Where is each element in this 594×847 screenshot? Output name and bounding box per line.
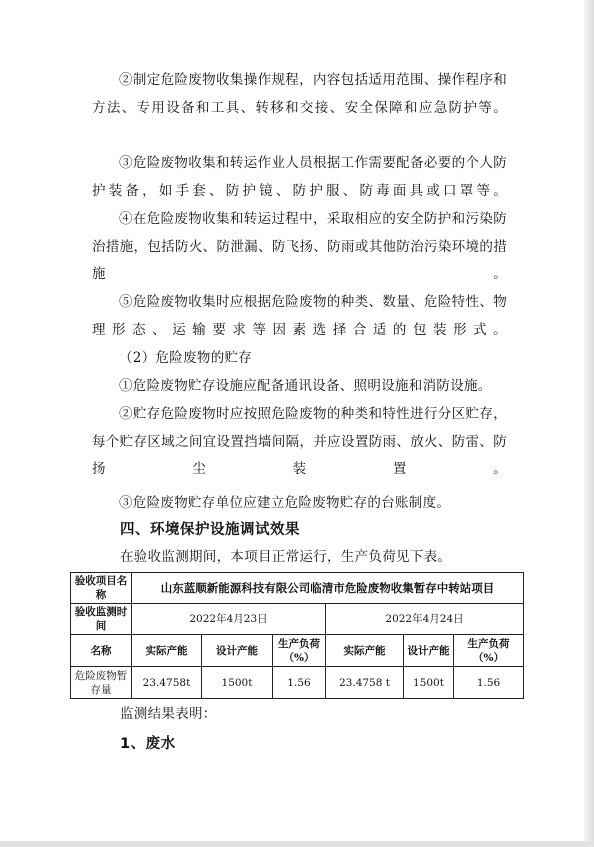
header-cell: 生产负荷（%） <box>273 635 326 667</box>
page-fold-shadow <box>584 0 594 847</box>
project-label-cell: 验收项目名称 <box>71 573 132 604</box>
data-cell: 1.56 <box>273 667 326 699</box>
data-cell: 23.4758t <box>132 667 202 699</box>
paragraph-storage-zoning: ②贮存危险废物时应按照危险废物的种类和特性进行分区贮存，每个贮存区域之间宜设置挡墙间隔，并应设置防雨、放火、防雷、防扬尘装置。 <box>92 406 507 477</box>
table-row <box>71 604 524 635</box>
paragraph-collection-procedure: ②制定危险废物收集操作规程，内容包括适用范围、操作程序和方法、专用设备和工具、转移和交接、安全保障和应急防护等。 <box>92 72 507 116</box>
paragraph-storage-facilities: ①危险废物贮存设施应配备通讯设备、照明设施和消防设施。 <box>119 378 492 394</box>
data-cell: 1500t <box>202 667 273 699</box>
date1-cell: 2022年4月23日 <box>132 604 326 635</box>
date2-cell: 2022年4月24日 <box>326 604 524 635</box>
load-table <box>70 572 524 699</box>
data-cell: 危险废物暂存量 <box>71 667 132 699</box>
paragraph-protective-equipment: ③危险废物收集和转运作业人员根据工作需要配备必要的个人防护装备，如手套、防护镜、防护服、防毒面具或口罩等。 <box>92 155 507 199</box>
table-row <box>71 573 524 604</box>
data-cell: 1.56 <box>454 667 524 699</box>
paragraph-ledger: ③危险废物贮存单位应建立危险废物贮存的台账制度。 <box>119 495 451 511</box>
intro-text: 在验收监测期间，本项目正常运行，生产负荷见下表。 <box>120 549 452 565</box>
result-text: 监测结果表明： <box>120 706 217 722</box>
header-cell: 实际产能 <box>132 635 202 667</box>
paragraph-packaging: ⑤危险废物收集时应根据危险废物的种类、数量、危险特性、物理形态、运输要求等因素选择合适的包装形式。 <box>92 294 507 338</box>
data-cell: 23.4758 t <box>326 667 404 699</box>
paragraph-pollution-measures: ④在危险废物收集和转运过程中，采取相应的安全防护和污染防治措施，包括防火、防泄漏、防飞扬、防雨或其他防治污染环境的措施。 <box>92 211 507 282</box>
heading-wastewater: 1、废水 <box>120 736 176 752</box>
time-label-cell: 验收监测时间 <box>71 604 132 635</box>
section-heading-4: 四、环境保护设施调试效果 <box>120 522 300 538</box>
page-bottom-edge <box>0 841 594 847</box>
header-cell: 设计产能 <box>202 635 273 667</box>
header-cell: 实际产能 <box>326 635 404 667</box>
header-cell: 生产负荷（%） <box>454 635 524 667</box>
table-header-row <box>71 635 524 667</box>
project-name-cell: 山东蓝顺新能源科技有限公司临清市危险废物收集暂存中转站项目 <box>132 573 524 604</box>
header-cell: 设计产能 <box>404 635 454 667</box>
subheading-storage: （2）危险废物的贮存 <box>119 350 253 366</box>
table-row <box>71 667 524 699</box>
data-cell: 1500t <box>404 667 454 699</box>
header-cell: 名称 <box>71 635 132 667</box>
